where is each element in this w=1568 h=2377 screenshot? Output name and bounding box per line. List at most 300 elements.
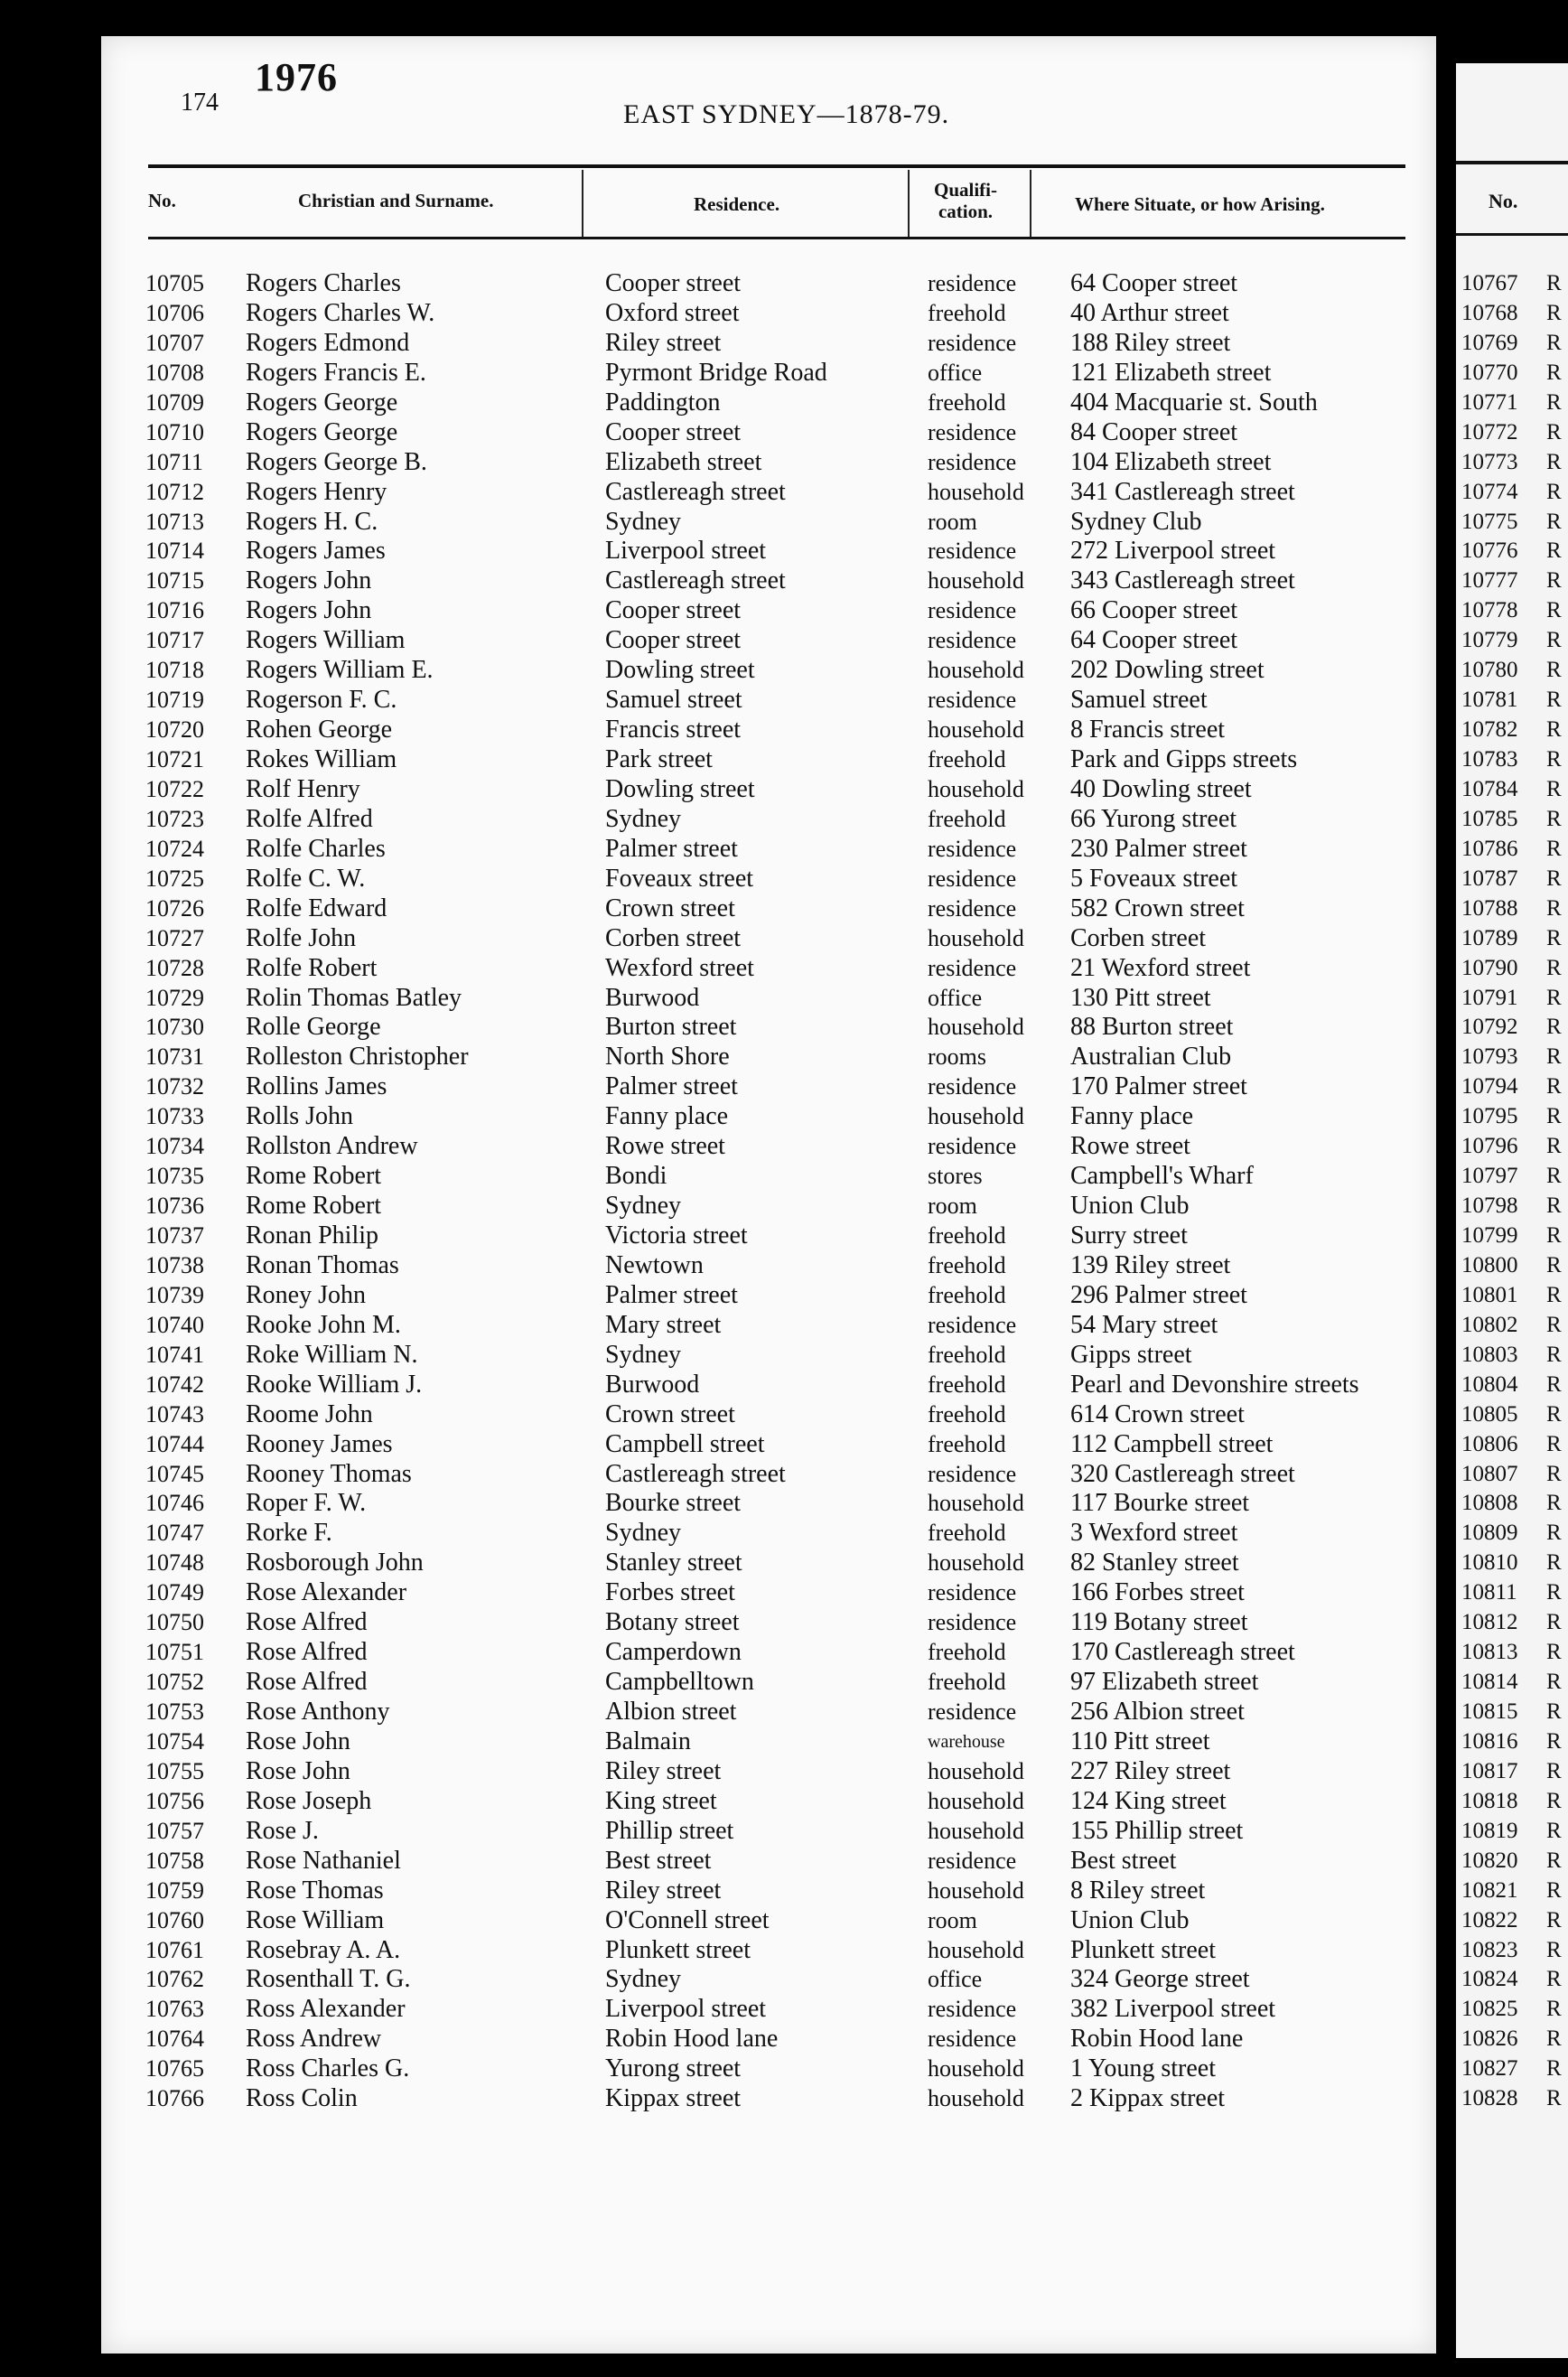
name-initial: R bbox=[1546, 688, 1562, 713]
name-initial: R bbox=[1546, 658, 1562, 683]
table-row bbox=[101, 1371, 1436, 1400]
entry-number: 10780 bbox=[1461, 658, 1518, 683]
entry-number: 10794 bbox=[1461, 1074, 1518, 1100]
residence: Corben street bbox=[605, 923, 742, 952]
qualification: residence bbox=[928, 1073, 1017, 1100]
residence: Palmer street bbox=[605, 834, 738, 863]
table-row bbox=[101, 1936, 1436, 1966]
where-situate: 124 King street bbox=[1070, 1786, 1227, 1815]
where-situate: 230 Palmer street bbox=[1070, 834, 1247, 863]
table-row bbox=[101, 1043, 1436, 1072]
name-initial: R bbox=[1546, 1282, 1562, 1307]
table-row bbox=[101, 596, 1436, 626]
name-initial: R bbox=[1546, 360, 1562, 385]
where-situate: 64 Cooper street bbox=[1070, 269, 1238, 297]
elector-name: Rogers Charles W. bbox=[246, 298, 435, 327]
entry-number: 10707 bbox=[145, 329, 204, 356]
adjacent-page bbox=[1456, 63, 1568, 2358]
residence: Elizabeth street bbox=[605, 447, 762, 476]
residence: Albion street bbox=[605, 1698, 737, 1726]
residence: Francis street bbox=[605, 716, 742, 744]
qualification: room bbox=[928, 508, 977, 535]
entry-number: 10705 bbox=[145, 270, 204, 296]
where-situate: 104 Elizabeth street bbox=[1070, 447, 1272, 476]
column-divider bbox=[908, 170, 910, 237]
entry-number: 10766 bbox=[145, 2085, 204, 2112]
entry-number: 10825 bbox=[1461, 1997, 1518, 2022]
elector-name: Rose Alfred bbox=[246, 1608, 368, 1637]
qualification: freehold bbox=[928, 805, 1006, 832]
table-row bbox=[101, 865, 1436, 894]
qualification: office bbox=[928, 984, 983, 1011]
elector-name: Rolle George bbox=[246, 1013, 381, 1042]
name-initial: R bbox=[1546, 1401, 1562, 1427]
top-rule bbox=[1456, 161, 1568, 164]
qualification: household bbox=[928, 1936, 1024, 1963]
where-situate: Pearl and Devonshire streets bbox=[1070, 1370, 1359, 1399]
entry-number: 10806 bbox=[1461, 1431, 1518, 1456]
residence: Paddington bbox=[605, 388, 721, 416]
qualification: freehold bbox=[928, 1222, 1006, 1249]
column-header-name: Christian and Surname. bbox=[298, 190, 494, 211]
where-situate: 3 Wexford street bbox=[1070, 1519, 1238, 1548]
name-initial: R bbox=[1546, 628, 1562, 653]
table-row bbox=[101, 924, 1436, 954]
table-row bbox=[101, 1072, 1436, 1102]
where-situate: 614 Crown street bbox=[1070, 1399, 1245, 1428]
where-situate: 110 Pitt street bbox=[1070, 1727, 1210, 1755]
entry-number: 10800 bbox=[1461, 1252, 1518, 1277]
elector-name: Rogers John bbox=[246, 566, 372, 595]
entry-number: 10706 bbox=[145, 299, 204, 326]
entry-number: 10752 bbox=[145, 1669, 204, 1696]
table-row bbox=[101, 775, 1436, 805]
where-situate: 82 Stanley street bbox=[1070, 1549, 1239, 1577]
table-row bbox=[101, 716, 1436, 745]
entry-number: 10709 bbox=[145, 388, 204, 416]
entry-number: 10828 bbox=[1461, 2086, 1518, 2111]
table-row bbox=[101, 686, 1436, 716]
name-initial: R bbox=[1546, 747, 1562, 772]
qualification: household bbox=[928, 478, 1024, 505]
entry-number: 10777 bbox=[1461, 568, 1518, 594]
elector-name: Ronan Thomas bbox=[246, 1250, 399, 1279]
table-row bbox=[101, 566, 1436, 596]
elector-name: Rorke F. bbox=[246, 1519, 332, 1548]
entry-number: 10785 bbox=[1461, 806, 1518, 831]
elector-name: Rogers Francis E. bbox=[246, 358, 426, 387]
elector-name: Rogerson F. C. bbox=[246, 686, 397, 715]
qualification: freehold bbox=[928, 1341, 1006, 1368]
elector-name: Rolin Thomas Batley bbox=[246, 983, 462, 1012]
table-row bbox=[101, 2084, 1436, 2114]
entry-number: 10753 bbox=[145, 1699, 204, 1725]
residence: Robin Hood lane bbox=[605, 2025, 779, 2054]
qualification: residence bbox=[928, 1133, 1017, 1160]
qualification: residence bbox=[928, 597, 1017, 624]
qualification: residence bbox=[928, 1996, 1017, 2023]
entry-number: 10821 bbox=[1461, 1877, 1518, 1903]
elector-name: Ronan Philip bbox=[246, 1221, 379, 1249]
qualification: warehouse bbox=[928, 1731, 1005, 1752]
residence: Campbell street bbox=[605, 1429, 765, 1458]
where-situate: 66 Yurong street bbox=[1070, 804, 1237, 833]
residence: Pyrmont Bridge Road bbox=[605, 358, 827, 387]
entry-number: 10708 bbox=[145, 359, 204, 386]
where-situate: 117 Bourke street bbox=[1070, 1489, 1250, 1518]
elector-name: Roney John bbox=[246, 1280, 366, 1309]
where-situate: Gipps street bbox=[1070, 1340, 1192, 1369]
where-situate: 166 Forbes street bbox=[1070, 1578, 1245, 1607]
table-row bbox=[101, 1132, 1436, 1162]
table-row bbox=[101, 1668, 1436, 1698]
where-situate: 170 Palmer street bbox=[1070, 1072, 1247, 1101]
where-situate: 227 Riley street bbox=[1070, 1756, 1231, 1785]
entry-number: 10739 bbox=[145, 1281, 204, 1308]
entry-number: 10809 bbox=[1461, 1521, 1518, 1546]
elector-name: Rose Joseph bbox=[246, 1786, 372, 1815]
name-initial: R bbox=[1546, 598, 1562, 623]
entry-number: 10711 bbox=[145, 448, 204, 475]
qualification: residence bbox=[928, 1460, 1017, 1487]
qualification: freehold bbox=[928, 1371, 1006, 1398]
table-row bbox=[101, 1787, 1436, 1817]
entry-number: 10784 bbox=[1461, 776, 1518, 801]
table-row bbox=[101, 1281, 1436, 1311]
table-row bbox=[101, 478, 1436, 508]
where-situate: 119 Botany street bbox=[1070, 1608, 1248, 1637]
residence: Park street bbox=[605, 745, 713, 773]
table-row bbox=[101, 1995, 1436, 2025]
elector-name: Rolf Henry bbox=[246, 774, 360, 803]
where-situate: Robin Hood lane bbox=[1070, 2025, 1244, 2054]
where-situate: 188 Riley street bbox=[1070, 328, 1231, 357]
entry-number: 10727 bbox=[145, 924, 204, 951]
entry-number: 10720 bbox=[145, 716, 204, 744]
name-initial: R bbox=[1546, 2086, 1562, 2111]
entry-number: 10749 bbox=[145, 1579, 204, 1606]
where-situate: 272 Liverpool street bbox=[1070, 537, 1276, 566]
residence: Mary street bbox=[605, 1310, 722, 1339]
residence: Victoria street bbox=[605, 1221, 748, 1249]
name-initial: R bbox=[1546, 1788, 1562, 1813]
where-situate: Campbell's Wharf bbox=[1070, 1162, 1254, 1191]
register-page bbox=[101, 36, 1436, 2354]
elector-name: Rogers Henry bbox=[246, 477, 387, 506]
name-initial: R bbox=[1546, 925, 1562, 950]
where-situate: 66 Cooper street bbox=[1070, 596, 1238, 625]
qualification: freehold bbox=[928, 1281, 1006, 1308]
entry-number: 10763 bbox=[145, 1996, 204, 2023]
where-situate: 202 Dowling street bbox=[1070, 656, 1265, 685]
where-situate: 155 Phillip street bbox=[1070, 1816, 1244, 1845]
where-situate: 64 Cooper street bbox=[1070, 626, 1238, 655]
entry-number: 10732 bbox=[145, 1073, 204, 1100]
qualification: residence bbox=[928, 865, 1017, 892]
entry-number: 10781 bbox=[1461, 688, 1518, 713]
elector-name: Ross Alexander bbox=[246, 1995, 406, 2024]
qualification: residence bbox=[928, 538, 1017, 565]
qualification: household bbox=[928, 1817, 1024, 1844]
residence: Sydney bbox=[605, 1192, 681, 1221]
residence: Newtown bbox=[605, 1250, 704, 1279]
table-row bbox=[101, 1578, 1436, 1608]
column-divider bbox=[582, 170, 583, 237]
table-row bbox=[101, 508, 1436, 538]
elector-name: Roper F. W. bbox=[246, 1489, 367, 1518]
name-initial: R bbox=[1546, 895, 1562, 921]
entry-number: 10737 bbox=[145, 1222, 204, 1249]
entry-number: 10769 bbox=[1461, 330, 1518, 355]
entry-number: 10793 bbox=[1461, 1044, 1518, 1070]
table-row bbox=[101, 745, 1436, 775]
residence: Yurong street bbox=[605, 2054, 742, 2083]
elector-name: Rolls John bbox=[246, 1102, 354, 1131]
elector-name: Rose Anthony bbox=[246, 1698, 390, 1726]
residence: Dowling street bbox=[605, 774, 755, 803]
entry-number: 10788 bbox=[1461, 895, 1518, 921]
table-row bbox=[101, 1698, 1436, 1727]
entry-number: 10750 bbox=[145, 1609, 204, 1636]
qualification: household bbox=[928, 2055, 1024, 2082]
column-header-where: Where Situate, or how Arising. bbox=[1075, 193, 1325, 215]
elector-name: Rogers George B. bbox=[246, 447, 427, 476]
elector-name: Rosenthall T. G. bbox=[246, 1965, 411, 1994]
entry-number: 10772 bbox=[1461, 419, 1518, 445]
entry-number: 10734 bbox=[145, 1133, 204, 1160]
residence: Samuel street bbox=[605, 686, 742, 715]
name-initial: R bbox=[1546, 1758, 1562, 1783]
name-initial: R bbox=[1546, 1670, 1562, 1695]
entry-number: 10719 bbox=[145, 687, 204, 714]
table-row bbox=[101, 1608, 1436, 1638]
table-row bbox=[101, 1430, 1436, 1460]
entry-number: 10815 bbox=[1461, 1699, 1518, 1724]
elector-name: Roke William N. bbox=[246, 1340, 418, 1369]
entry-number: 10712 bbox=[145, 478, 204, 505]
entry-number: 10747 bbox=[145, 1520, 204, 1547]
qualification: household bbox=[928, 716, 1024, 744]
entry-number: 10736 bbox=[145, 1193, 204, 1220]
residence: Riley street bbox=[605, 1756, 722, 1785]
elector-name: Rogers Charles bbox=[246, 269, 401, 297]
column-divider bbox=[1030, 170, 1031, 237]
entry-number: 10805 bbox=[1461, 1401, 1518, 1427]
entry-number: 10746 bbox=[145, 1490, 204, 1517]
elector-name: Rose Alfred bbox=[246, 1668, 368, 1697]
name-initial: R bbox=[1546, 1342, 1562, 1367]
table-row bbox=[101, 835, 1436, 865]
qualification: residence bbox=[928, 687, 1017, 714]
entry-number: 10787 bbox=[1461, 866, 1518, 891]
residence: Stanley street bbox=[605, 1549, 742, 1577]
entry-number: 10783 bbox=[1461, 747, 1518, 772]
where-situate: Best street bbox=[1070, 1846, 1177, 1875]
qualification: freehold bbox=[928, 1430, 1006, 1457]
qualification: freehold bbox=[928, 1400, 1006, 1427]
table-row bbox=[101, 2025, 1436, 2054]
entry-number: 10729 bbox=[145, 984, 204, 1011]
name-initial: R bbox=[1546, 330, 1562, 355]
qualification: freehold bbox=[928, 1251, 1006, 1278]
table-row bbox=[101, 894, 1436, 924]
name-initial: R bbox=[1546, 1907, 1562, 1932]
name-initial: R bbox=[1546, 1640, 1562, 1665]
table-row bbox=[101, 1400, 1436, 1430]
name-initial: R bbox=[1546, 806, 1562, 831]
entry-number: 10799 bbox=[1461, 1223, 1518, 1248]
entry-number: 10786 bbox=[1461, 836, 1518, 861]
elector-name: Rogers William E. bbox=[246, 656, 434, 685]
residence: Bourke street bbox=[605, 1489, 742, 1518]
where-situate: Fanny place bbox=[1070, 1102, 1194, 1131]
entry-number: 10765 bbox=[145, 2055, 204, 2082]
entry-number: 10755 bbox=[145, 1757, 204, 1784]
qualification: freehold bbox=[928, 1520, 1006, 1547]
entry-number: 10827 bbox=[1461, 2056, 1518, 2082]
qualification: household bbox=[928, 2085, 1024, 2112]
elector-name: Roome John bbox=[246, 1399, 373, 1428]
name-initial: R bbox=[1546, 538, 1562, 564]
name-initial: R bbox=[1546, 300, 1562, 325]
qualification: residence bbox=[928, 418, 1017, 445]
entry-number: 10789 bbox=[1461, 925, 1518, 950]
entry-number: 10716 bbox=[145, 597, 204, 624]
entry-number: 10770 bbox=[1461, 360, 1518, 385]
where-situate: Sydney Club bbox=[1070, 507, 1202, 536]
entry-number: 10757 bbox=[145, 1817, 204, 1844]
where-situate: 1 Young street bbox=[1070, 2054, 1217, 2083]
residence: Castlereagh street bbox=[605, 1459, 786, 1488]
residence: Cooper street bbox=[605, 626, 742, 655]
table-row bbox=[101, 418, 1436, 448]
residence: Sydney bbox=[605, 804, 681, 833]
entry-number: 10771 bbox=[1461, 389, 1518, 415]
name-initial: R bbox=[1546, 1937, 1562, 1962]
where-situate: 88 Burton street bbox=[1070, 1013, 1234, 1042]
where-situate: 404 Macquarie st. South bbox=[1070, 388, 1318, 416]
entry-number: 10722 bbox=[145, 775, 204, 802]
table-row bbox=[101, 329, 1436, 359]
entry-number: 10775 bbox=[1461, 509, 1518, 534]
entry-number: 10731 bbox=[145, 1043, 204, 1071]
residence: Dowling street bbox=[605, 656, 755, 685]
table-row bbox=[101, 1162, 1436, 1192]
residence: Bondi bbox=[605, 1162, 667, 1191]
name-initial: R bbox=[1546, 1252, 1562, 1277]
residence: Liverpool street bbox=[605, 537, 767, 566]
residence: Foveaux street bbox=[605, 864, 754, 893]
entry-number: 10751 bbox=[145, 1639, 204, 1666]
residence: Palmer street bbox=[605, 1280, 738, 1309]
residence: Castlereagh street bbox=[605, 477, 786, 506]
residence: Cooper street bbox=[605, 417, 742, 446]
name-initial: R bbox=[1546, 1610, 1562, 1635]
elector-name: Rogers George bbox=[246, 417, 398, 446]
table-row bbox=[101, 388, 1436, 418]
table-row bbox=[101, 1221, 1436, 1251]
name-initial: R bbox=[1546, 1223, 1562, 1248]
name-initial: R bbox=[1546, 866, 1562, 891]
elector-name: Rome Robert bbox=[246, 1192, 382, 1221]
name-initial: R bbox=[1546, 1104, 1562, 1129]
name-initial: R bbox=[1546, 1848, 1562, 1873]
where-situate: Union Club bbox=[1070, 1192, 1190, 1221]
entry-number: 10820 bbox=[1461, 1848, 1518, 1873]
where-situate: Australian Club bbox=[1070, 1043, 1232, 1072]
entry-number: 10760 bbox=[145, 1906, 204, 1933]
entry-number: 10782 bbox=[1461, 717, 1518, 743]
table-row bbox=[101, 1727, 1436, 1757]
elector-name: Rohen George bbox=[246, 716, 392, 744]
column-header-residence: Residence. bbox=[694, 193, 780, 215]
entry-number: 10824 bbox=[1461, 1967, 1518, 1992]
entry-number: 10812 bbox=[1461, 1610, 1518, 1635]
qualification: residence bbox=[928, 329, 1017, 356]
elector-name: Rollston Andrew bbox=[246, 1132, 418, 1161]
residence: Cooper street bbox=[605, 596, 742, 625]
entry-number: 10796 bbox=[1461, 1134, 1518, 1159]
name-initial: R bbox=[1546, 509, 1562, 534]
residence: Castlereagh street bbox=[605, 566, 786, 595]
qualification: room bbox=[928, 1193, 977, 1220]
table-row bbox=[101, 1251, 1436, 1281]
table-row bbox=[101, 1757, 1436, 1787]
table-row bbox=[101, 359, 1436, 388]
elector-name: Rogers H. C. bbox=[246, 507, 378, 536]
column-header-qualification: Qualifi- cation. bbox=[934, 179, 998, 222]
entry-number: 10811 bbox=[1461, 1580, 1517, 1605]
name-initial: R bbox=[1546, 1728, 1562, 1754]
entry-number: 10725 bbox=[145, 865, 204, 892]
name-initial: R bbox=[1546, 955, 1562, 980]
entry-number: 10723 bbox=[145, 805, 204, 832]
entry-number: 10791 bbox=[1461, 985, 1518, 1010]
residence: North Shore bbox=[605, 1043, 730, 1072]
where-situate: 54 Mary street bbox=[1070, 1310, 1218, 1339]
table-row bbox=[101, 1013, 1436, 1043]
elector-name: Ross Andrew bbox=[246, 2025, 382, 2054]
entry-number: 10798 bbox=[1461, 1193, 1518, 1219]
qualification: household bbox=[928, 1787, 1024, 1814]
residence: Sydney bbox=[605, 1519, 681, 1548]
name-initial: R bbox=[1546, 1431, 1562, 1456]
name-initial: R bbox=[1546, 568, 1562, 594]
residence: Burwood bbox=[605, 1370, 700, 1399]
residence: Burton street bbox=[605, 1013, 737, 1042]
where-situate: Union Club bbox=[1070, 1905, 1190, 1934]
name-initial: R bbox=[1546, 1015, 1562, 1040]
qualification: freehold bbox=[928, 388, 1006, 416]
table-row bbox=[101, 1965, 1436, 1995]
elector-name: Rose William bbox=[246, 1905, 385, 1934]
entry-number: 10735 bbox=[145, 1163, 204, 1190]
elector-name: Rome Robert bbox=[246, 1162, 382, 1191]
entry-number: 10741 bbox=[145, 1341, 204, 1368]
residence: Campbelltown bbox=[605, 1668, 754, 1697]
entry-number: 10813 bbox=[1461, 1640, 1518, 1665]
where-situate: Plunkett street bbox=[1070, 1935, 1216, 1964]
entry-number: 10726 bbox=[145, 894, 204, 922]
name-initial: R bbox=[1546, 836, 1562, 861]
qualification: household bbox=[928, 1014, 1024, 1041]
table-row bbox=[101, 1460, 1436, 1490]
elector-name: Rolfe C. W. bbox=[246, 864, 366, 893]
name-initial: R bbox=[1546, 1312, 1562, 1337]
table-row bbox=[101, 805, 1436, 835]
qualification: household bbox=[928, 657, 1024, 684]
top-rule bbox=[148, 164, 1405, 168]
